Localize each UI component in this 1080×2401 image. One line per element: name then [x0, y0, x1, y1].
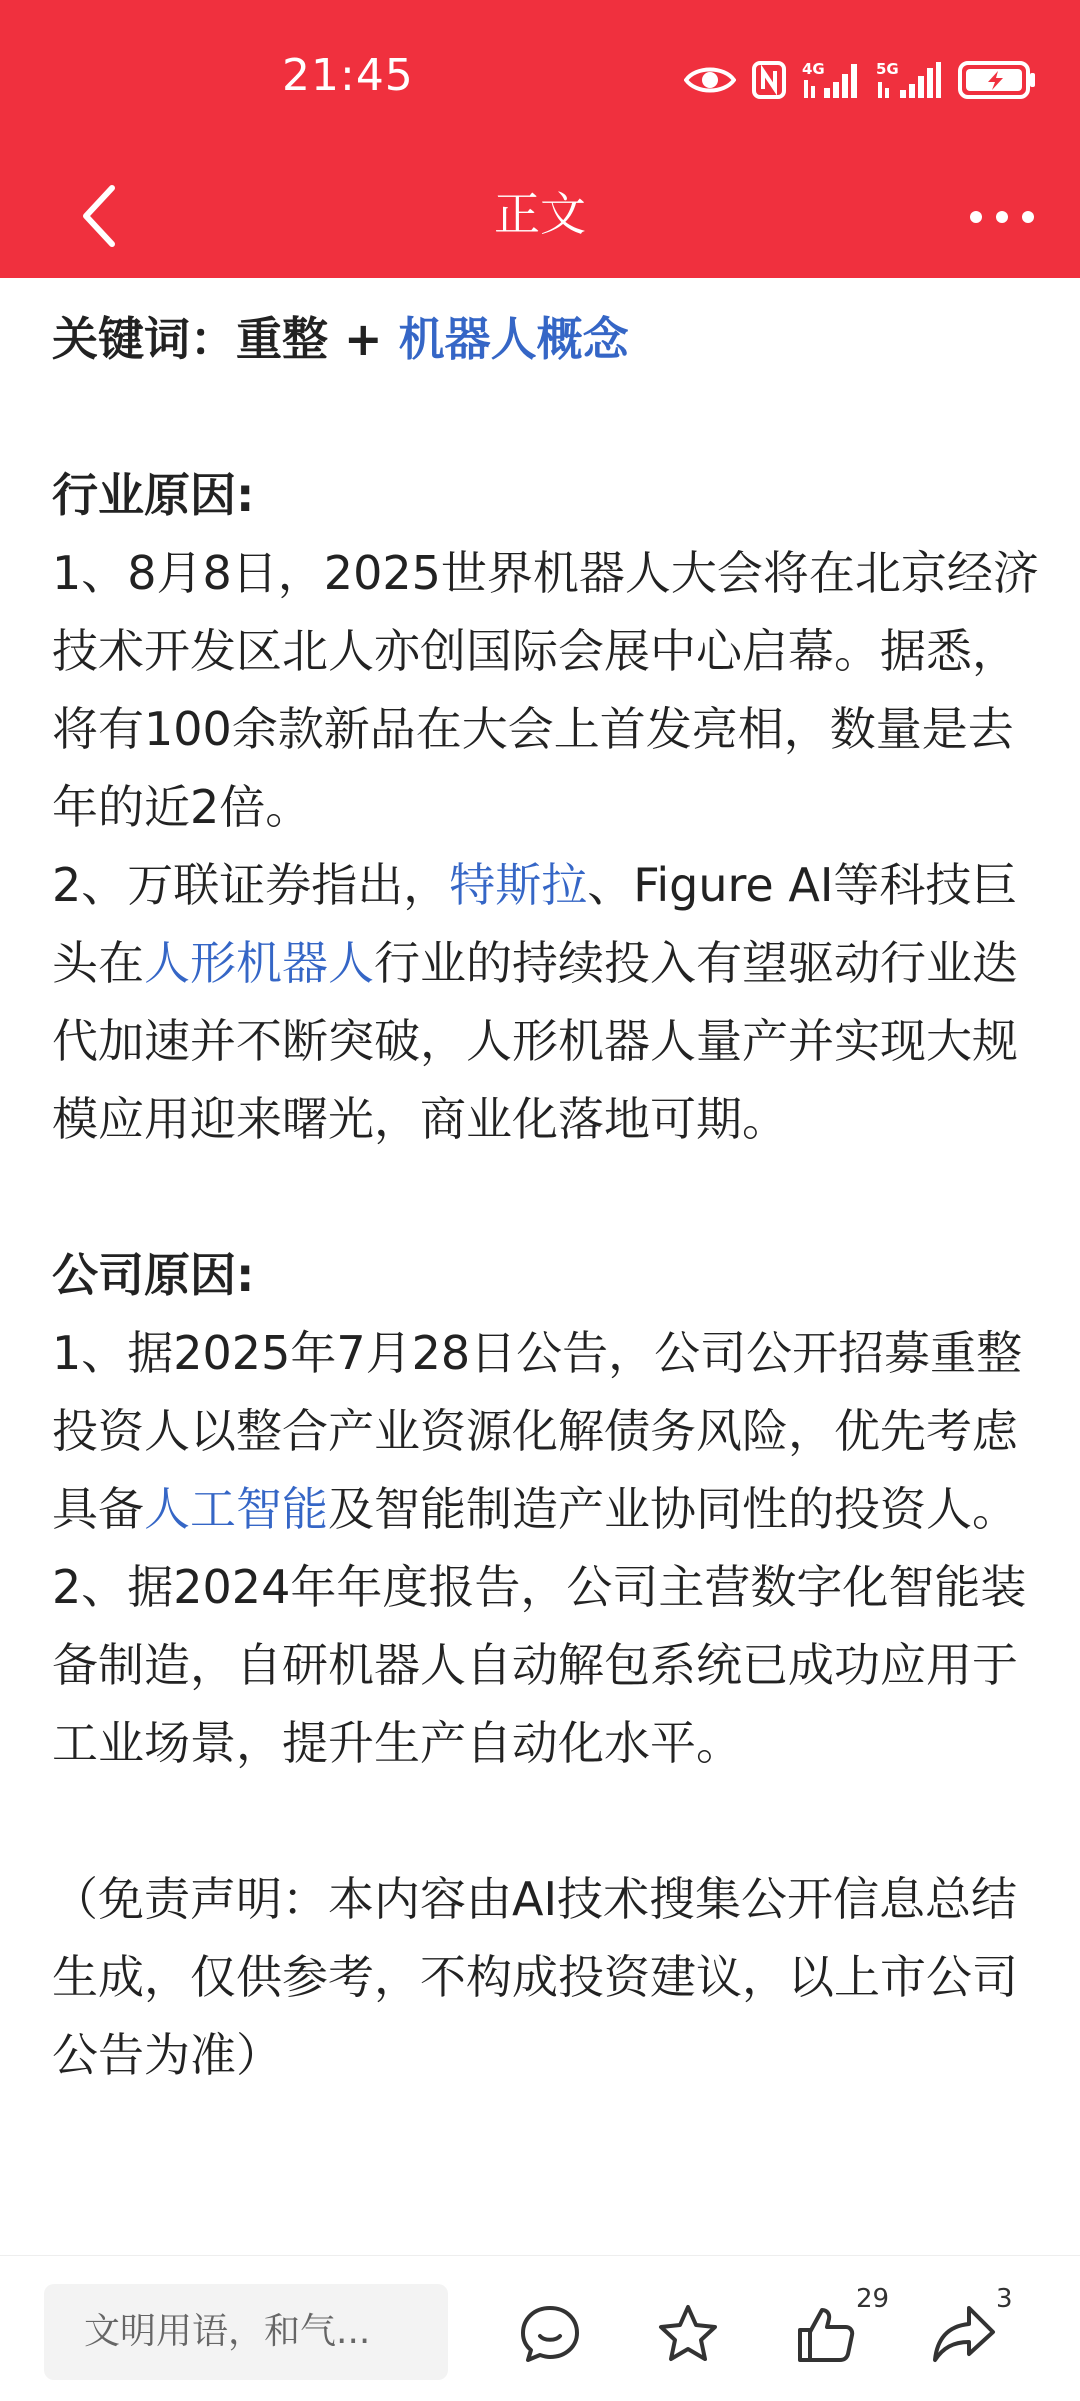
link-ai[interactable]: 人工智能	[144, 1482, 328, 1536]
comment-input[interactable]: 文明用语，和气...	[44, 2284, 448, 2380]
eye-icon	[684, 62, 736, 98]
status-time: 21:45	[282, 50, 414, 101]
spacer	[52, 1158, 1042, 1236]
share-icon	[931, 2302, 997, 2366]
article-body	[52, 300, 1042, 2094]
link-tesla[interactable]: 特斯拉	[449, 858, 588, 912]
company-1-text-b: 及智能制造产业协同性的投资人。	[328, 1482, 1018, 1536]
more-dot	[996, 211, 1008, 223]
industry-2-text-c: 行业的持续投入有望驱动行业迭代加速并不断突破，人形机器人量产并实现大规模应用迎来曙光，商业化落地可期。	[52, 936, 1018, 1146]
keywords-line	[52, 300, 1042, 378]
header	[0, 0, 1080, 278]
thumbs-up-icon	[794, 2302, 858, 2366]
favorite-button[interactable]	[648, 2294, 728, 2374]
industry-2-text-b: 、Figure AI等科技巨头在	[52, 858, 1018, 990]
disclaimer: （免责声明：本内容由AI技术搜集公开信息总结生成，仅供参考，不构成投资建议，以上市公司公告为准）	[52, 1872, 1018, 2082]
industry-point-2	[52, 846, 1042, 1158]
signal-4g-label: 4G	[802, 60, 825, 78]
comment-icon	[518, 2302, 582, 2366]
company-heading: 公司原因:	[52, 1248, 255, 1302]
status-bar	[0, 0, 1080, 160]
share-button[interactable]	[924, 2294, 1004, 2374]
status-icons	[684, 56, 1038, 104]
industry-2-text-a: 2、万联证券指出，	[52, 858, 450, 912]
comment-button[interactable]	[510, 2294, 590, 2374]
company-point-1	[52, 1314, 1042, 1548]
signal-5g-label: 5G	[876, 60, 899, 78]
more-dot	[1022, 211, 1034, 223]
bottom-bar	[0, 2255, 1080, 2401]
battery-charging-icon	[958, 61, 1038, 99]
signal-4g-icon	[802, 60, 860, 100]
company-1-text-a: 1、据2025年7月28日公告，公司公开招募重整投资人以整合产业资源化解债务风险，优先考虑具备	[52, 1326, 1023, 1536]
signal-5g-icon	[876, 60, 942, 100]
spacer	[52, 378, 1042, 456]
industry-point-1: 1、8月8日，2025世界机器人大会将在北京经济技术开发区北人亦创国际会展中心启幕。据悉，将有100余款新品在大会上首发亮相，数量是去年的近2倍。	[52, 546, 1039, 834]
more-button[interactable]	[952, 182, 1052, 252]
link-humanoid-robot[interactable]: 人形机器人	[144, 936, 374, 990]
nfc-icon	[752, 61, 786, 99]
more-dots-icon	[970, 211, 982, 223]
share-count: 3	[996, 2284, 1013, 2314]
star-icon	[656, 2302, 720, 2366]
industry-heading: 行业原因:	[52, 468, 255, 522]
nav-bar	[0, 160, 1080, 278]
company-point-2: 2、据2024年年度报告，公司主营数字化智能装备制造，自研机器人自动解包系统已成功应用于工业场景，提升生产自动化水平。	[52, 1560, 1027, 1770]
spacer	[52, 1782, 1042, 1860]
keywords-link[interactable]: 机器人概念	[398, 312, 629, 366]
page-title: 正文	[494, 187, 586, 241]
keywords-label: 关键词：重整 +	[52, 312, 399, 366]
like-button[interactable]	[786, 2294, 866, 2374]
like-count: 29	[856, 2284, 890, 2314]
